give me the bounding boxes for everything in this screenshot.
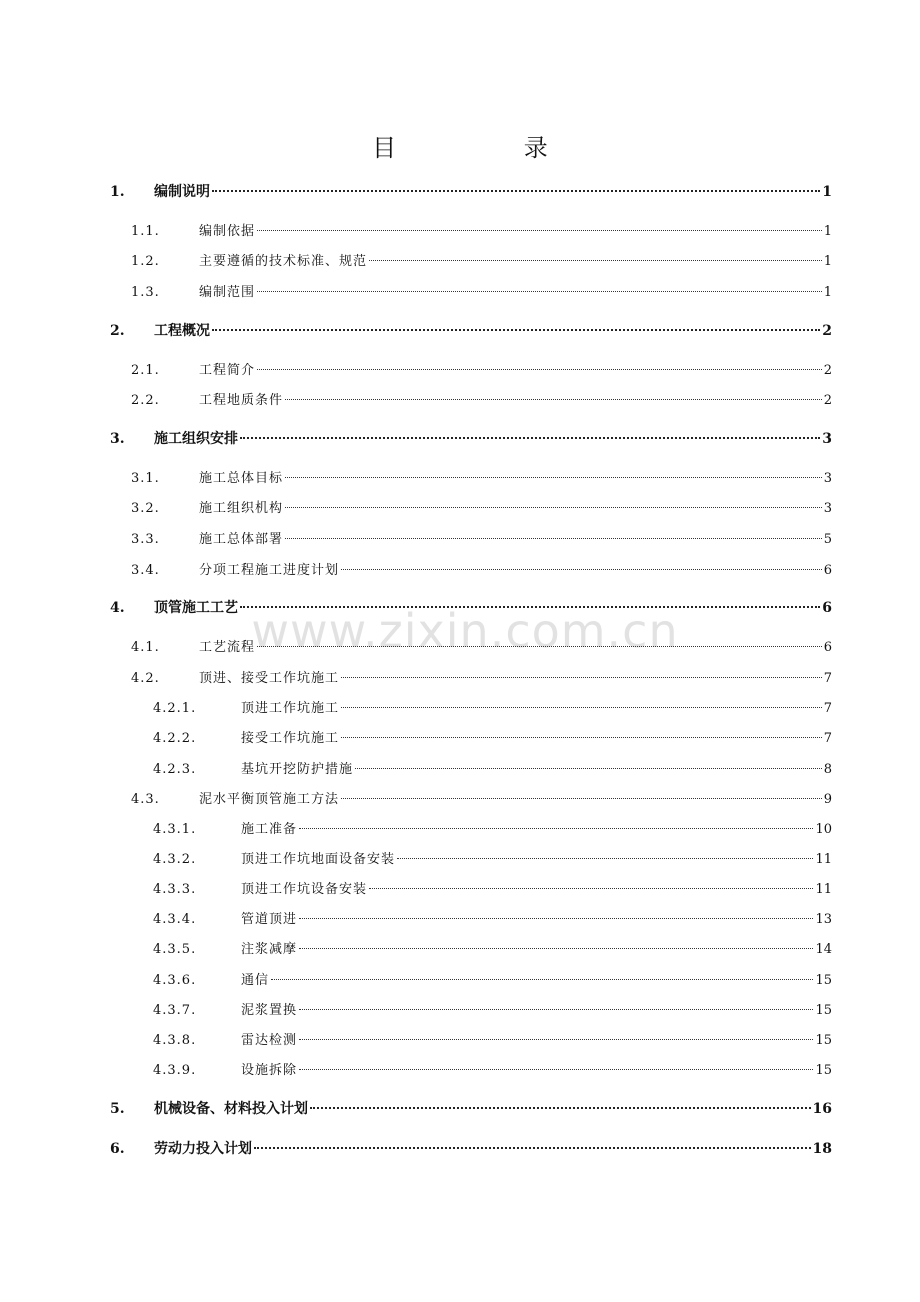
toc-entry-title: 通信 — [241, 973, 270, 988]
toc-entry[interactable] — [131, 498, 832, 520]
toc-entry[interactable] — [153, 970, 832, 992]
toc-entry-title: 工程简介 — [199, 363, 256, 378]
toc-entry-title: 机械设备、材料投入计划 — [154, 1101, 308, 1117]
toc-dot-leader — [299, 938, 813, 949]
toc-entry[interactable] — [153, 939, 832, 961]
toc-entry-page: 2 — [823, 363, 832, 378]
toc-dot-leader — [355, 758, 822, 769]
toc-entry-title: 工程地质条件 — [199, 393, 284, 408]
toc-dot-leader — [254, 1137, 811, 1149]
toc-entry-page: 11 — [815, 882, 832, 897]
toc-entry[interactable] — [131, 560, 832, 582]
toc-entry-title: 编制说明 — [154, 184, 210, 200]
toc-entry[interactable] — [110, 181, 832, 203]
toc-entry-number: 2.2. — [131, 393, 160, 408]
toc-entry-title: 顶管施工工艺 — [154, 600, 238, 616]
toc-entry-title: 分项工程施工进度计划 — [199, 563, 340, 578]
toc-entry-number: 4.3.3. — [153, 882, 197, 897]
toc-entry-page: 10 — [815, 822, 832, 837]
toc-entry-page: 15 — [815, 1063, 832, 1078]
toc-entry-page: 6 — [823, 563, 832, 578]
toc-dot-leader — [271, 969, 813, 980]
toc-entry-title: 顶进工作坑施工 — [241, 701, 340, 716]
toc-entry-number: 3.3. — [131, 532, 160, 547]
toc-entry-page: 18 — [812, 1141, 832, 1157]
toc-dot-leader — [285, 528, 822, 539]
toc-entry-page: 7 — [823, 731, 832, 746]
toc-entry-title: 工艺流程 — [199, 640, 256, 655]
toc-entry-number: 4.2. — [131, 671, 160, 686]
toc-entry-page: 9 — [823, 792, 832, 807]
toc-entry-number: 1. — [110, 184, 125, 200]
toc-entry-number: 4.2.3. — [153, 762, 197, 777]
toc-dot-leader — [341, 667, 822, 678]
toc-entry-number: 4.1. — [131, 640, 160, 655]
toc-entry-page: 11 — [815, 852, 832, 867]
toc-entry-number: 3. — [110, 431, 125, 447]
toc-entry-title: 编制范围 — [199, 285, 256, 300]
toc-entry[interactable] — [153, 909, 832, 931]
toc-entry-page: 1 — [822, 184, 832, 200]
toc-entry-number: 3.1. — [131, 471, 160, 486]
toc-entry-title: 施工总体部署 — [199, 532, 284, 547]
toc-entry-number: 3.2. — [131, 501, 160, 516]
toc-entry-title: 主要遵循的技术标准、规范 — [199, 254, 368, 269]
toc-entry-page: 3 — [823, 501, 832, 516]
toc-dot-leader — [285, 389, 822, 400]
toc-entry[interactable] — [153, 759, 832, 781]
toc-entry-title: 顶进、接受工作坑施工 — [199, 671, 340, 686]
toc-entry-title: 编制依据 — [199, 224, 256, 239]
toc-entry-title: 管道顶进 — [241, 912, 298, 927]
toc-entry-number: 4. — [110, 600, 125, 616]
toc-entry-number: 4.3.1. — [153, 822, 197, 837]
toc-entry[interactable] — [153, 1000, 832, 1022]
toc-dot-leader — [285, 467, 822, 478]
toc-entry-number: 4.3.5. — [153, 942, 197, 957]
toc-entry-number: 4.2.2. — [153, 731, 197, 746]
toc-dot-leader — [299, 908, 813, 919]
toc-entry-page: 8 — [823, 762, 832, 777]
toc-dot-leader — [257, 636, 822, 647]
toc-entry[interactable] — [110, 597, 832, 619]
toc-dot-leader — [257, 359, 822, 370]
toc-entry-page: 2 — [822, 323, 832, 339]
toc-entry-number: 6. — [110, 1141, 125, 1157]
toc-dot-leader — [285, 497, 822, 508]
toc-entry[interactable] — [131, 390, 832, 412]
toc-entry[interactable] — [110, 428, 832, 450]
toc-entry-page: 1 — [823, 224, 832, 239]
toc-entry[interactable] — [153, 1030, 832, 1052]
toc-dot-leader — [240, 596, 820, 608]
toc-dot-leader — [240, 427, 820, 439]
toc-dot-leader — [341, 559, 822, 570]
toc-dot-leader — [341, 697, 822, 708]
toc-dot-leader — [257, 281, 822, 292]
toc-entry-page: 1 — [823, 254, 832, 269]
toc-entry-title: 基坑开挖防护措施 — [241, 762, 354, 777]
toc-entry-number: 4.2.1. — [153, 701, 197, 716]
toc-dot-leader — [212, 180, 820, 192]
toc-entry-title: 顶进工作坑地面设备安装 — [241, 852, 396, 867]
toc-entry-number: 1.2. — [131, 254, 160, 269]
toc-entry-title: 施工组织机构 — [199, 501, 284, 516]
toc-entry-page: 7 — [823, 701, 832, 716]
toc-dot-leader — [369, 878, 813, 889]
toc-entry[interactable] — [131, 251, 832, 273]
toc-entry-page: 3 — [823, 471, 832, 486]
toc-entry-number: 4.3.8. — [153, 1033, 197, 1048]
toc-entry-page: 5 — [823, 532, 832, 547]
toc-entry[interactable] — [153, 698, 832, 720]
toc-entry[interactable] — [131, 668, 832, 690]
toc-entry-number: 4.3.9. — [153, 1063, 197, 1078]
toc-entry-title: 施工准备 — [241, 822, 298, 837]
toc-entry-number: 3.4. — [131, 563, 160, 578]
toc-entry-title: 施工总体目标 — [199, 471, 284, 486]
toc-entry[interactable] — [110, 1098, 832, 1120]
toc-dot-leader — [299, 1059, 813, 1070]
toc-entry[interactable] — [131, 282, 832, 304]
toc-entry-title: 顶进工作坑设备安装 — [241, 882, 368, 897]
toc-entry-page: 3 — [822, 431, 832, 447]
toc-dot-leader — [299, 1029, 813, 1040]
toc-entry-number: 2. — [110, 323, 125, 339]
page-title: 目 录 — [372, 134, 608, 162]
toc-entry[interactable] — [110, 1138, 832, 1160]
toc-entry-page: 13 — [815, 912, 832, 927]
toc-entry-page: 15 — [815, 973, 832, 988]
toc-entry[interactable] — [153, 1060, 832, 1082]
toc-entry[interactable] — [131, 789, 832, 811]
toc-entry[interactable] — [131, 529, 832, 551]
toc-entry-title: 泥浆置换 — [241, 1003, 298, 1018]
toc-entry-number: 4.3.6. — [153, 973, 197, 988]
toc-dot-leader — [257, 220, 822, 231]
toc-dot-leader — [341, 727, 822, 738]
toc-entry-title: 工程概况 — [154, 323, 210, 339]
toc-entry-page: 6 — [822, 600, 832, 616]
toc-entry-number: 1.1. — [131, 224, 160, 239]
toc-entry-title: 泥水平衡顶管施工方法 — [199, 792, 340, 807]
toc-entry-title: 施工组织安排 — [154, 431, 238, 447]
toc-entry[interactable] — [153, 879, 832, 901]
toc-entry[interactable] — [153, 849, 832, 871]
toc-entry-page: 16 — [812, 1101, 832, 1117]
toc-entry-page: 15 — [815, 1033, 832, 1048]
toc-entry[interactable] — [153, 728, 832, 750]
toc-entry-title: 雷达检测 — [241, 1033, 298, 1048]
toc-dot-leader — [369, 250, 822, 261]
toc-entry[interactable] — [131, 468, 832, 490]
toc-dot-leader — [212, 319, 820, 331]
toc-entry-page: 7 — [823, 671, 832, 686]
toc-entry-title: 设施拆除 — [241, 1063, 298, 1078]
toc-entry-title: 注浆减摩 — [241, 942, 298, 957]
toc-entry-title: 接受工作坑施工 — [241, 731, 340, 746]
toc-entry-page: 2 — [823, 393, 832, 408]
toc-dot-leader — [397, 848, 813, 859]
toc-dot-leader — [299, 818, 813, 829]
toc-entry[interactable] — [131, 221, 832, 243]
toc-dot-leader — [299, 999, 813, 1010]
toc-entry[interactable] — [110, 320, 832, 342]
toc-entry-page: 1 — [823, 285, 832, 300]
toc-entry[interactable] — [131, 360, 832, 382]
toc-dot-leader — [341, 788, 822, 799]
toc-entry[interactable] — [153, 819, 832, 841]
toc-entry-number: 4.3.7. — [153, 1003, 197, 1018]
toc-entry-number: 5. — [110, 1101, 125, 1117]
toc-entry-number: 4.3. — [131, 792, 160, 807]
toc-entry-number: 4.3.4. — [153, 912, 197, 927]
toc-entry-number: 4.3.2. — [153, 852, 197, 867]
toc-entry-page: 14 — [815, 942, 832, 957]
toc-entry-title: 劳动力投入计划 — [154, 1141, 252, 1157]
toc-entry-page: 6 — [823, 640, 832, 655]
toc-entry[interactable] — [131, 637, 832, 659]
toc-entry-number: 2.1. — [131, 363, 160, 378]
toc-dot-leader — [310, 1097, 811, 1109]
watermark: www.zixin.com.cn — [251, 604, 679, 658]
toc-entry-number: 1.3. — [131, 285, 160, 300]
toc-entry-page: 15 — [815, 1003, 832, 1018]
